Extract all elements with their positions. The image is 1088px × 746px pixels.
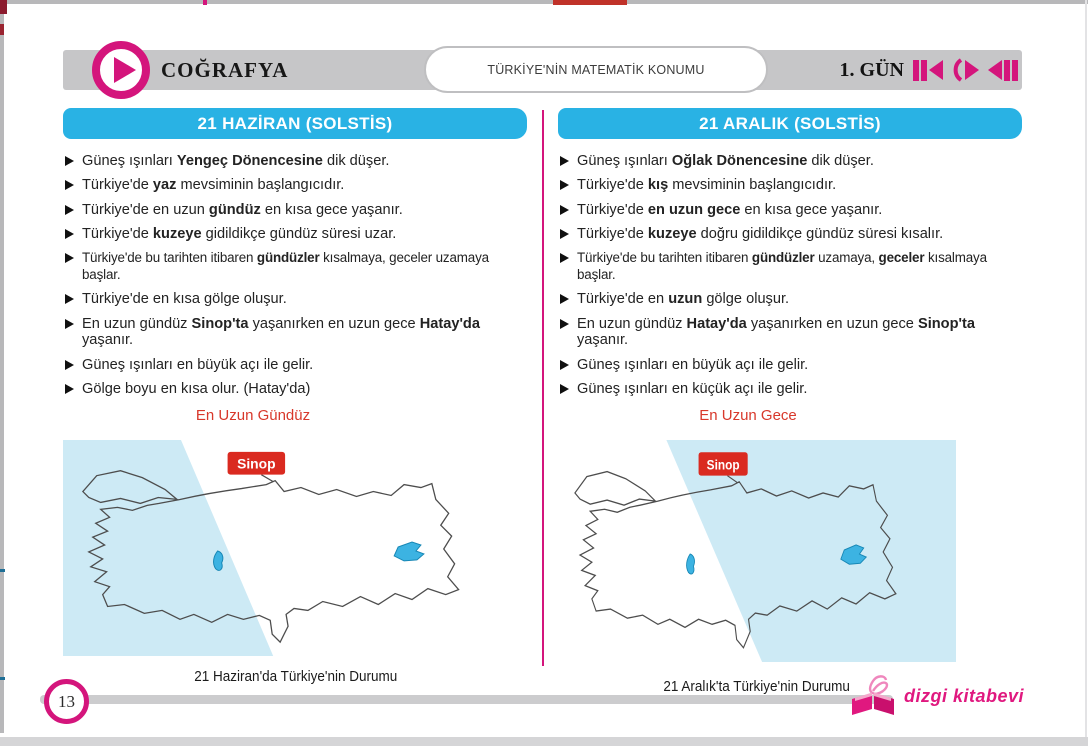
right-triangle-icon: [560, 253, 569, 263]
bullet-item: Türkiye'de bu tarihten itibaren gündüzler uzamaya, geceler kısalmaya başlar.: [560, 250, 1022, 284]
bullet-item: Türkiye'de en kısa gölge oluşur.: [65, 291, 527, 308]
bullet-item: Güneş ışınları Oğlak Dönencesine dik düşer.: [560, 153, 1022, 170]
scan-edge-top: [0, 0, 1088, 4]
page-number: 13: [58, 691, 75, 711]
scan-edge-maroon-mark: [0, 0, 7, 14]
skip-end-icon: [988, 60, 1018, 81]
turkey-map: [63, 440, 529, 656]
right-triangle-icon: [560, 360, 569, 370]
page-number-badge: [44, 679, 89, 724]
scan-edge-red-mark: [553, 0, 627, 5]
play-circle-icon: [92, 41, 150, 99]
section-header: 21 ARALIK (SOLSTİS): [558, 108, 1022, 139]
bullet-item: Gölge boyu en kısa olur. (Hatay'da): [65, 381, 527, 398]
right-triangle-icon: [65, 205, 74, 215]
map-caption: 21 Haziran'da Türkiye'nin Durumu: [194, 667, 398, 685]
bullet-item: Türkiye'de kuzeye doğru gidildikçe gündüz süresi kısalır.: [560, 226, 1022, 243]
right-triangle-icon: [65, 253, 74, 263]
sinop-label: [228, 452, 286, 475]
bullet-item: Türkiye'de en uzun gölge oluşur.: [560, 291, 1022, 308]
highlight-text: En Uzun Gece: [699, 406, 797, 424]
bullet-item: Güneş ışınları en büyük açı ile gelir.: [65, 357, 527, 374]
svg-text:Sinop: Sinop: [237, 455, 276, 472]
bullet-item: Güneş ışınları en büyük açı ile gelir.: [560, 357, 1022, 374]
right-triangle-icon: [65, 294, 74, 304]
column-21-haziran: [63, 108, 527, 685]
right-triangle-icon: [560, 294, 569, 304]
scan-edge-bottom: [0, 737, 1088, 746]
turkey-map-svg: [558, 440, 956, 662]
right-triangle-icon: [65, 180, 74, 190]
publisher-name: dizgi kitabevi: [903, 685, 1024, 706]
right-triangle-icon: [65, 384, 74, 394]
right-triangle-icon: [560, 156, 569, 166]
turkey-map-svg: [63, 440, 529, 656]
bullet-item: En uzun gündüz Hatay'da yaşanırken en uzun gece Sinop'ta yaşanır.: [560, 316, 1022, 350]
footer-rule: [40, 695, 893, 704]
play-sound-icon: [952, 58, 979, 82]
bullet-item: Türkiye'de kuzeye gidildikçe gündüz süresi uzar.: [65, 226, 527, 243]
right-triangle-icon: [560, 205, 569, 215]
sinop-label: [699, 452, 748, 475]
right-triangle-icon: [65, 360, 74, 370]
bullet-item: Türkiye'de en uzun gece en kısa gece yaşanır.: [560, 202, 1022, 219]
label-pointer-line: [261, 474, 273, 481]
publisher-logo: [848, 671, 1024, 721]
bullet-item: Türkiye'de en uzun gündüz en kısa gece yaşanır.: [65, 202, 527, 219]
scan-edge-teal-mark: [0, 569, 5, 572]
map-caption: 21 Aralık'ta Türkiye'nin Durumu: [663, 677, 851, 695]
bullet-item: Güneş ışınları en küçük açı ile gelir.: [560, 381, 1022, 398]
scan-edge-teal-mark: [0, 677, 5, 680]
right-triangle-icon: [65, 319, 74, 329]
column-21-aralik: [558, 108, 1022, 695]
turkey-map: [558, 440, 956, 662]
bullet-item: Türkiye'de kış mevsiminin başlangıcıdır.: [560, 177, 1022, 194]
day-label: 1. GÜN: [839, 58, 904, 81]
lake-van-shape: [394, 542, 424, 561]
highlight-text: En Uzun Gündüz: [195, 406, 311, 424]
bullet-list: [560, 153, 1022, 398]
right-triangle-icon: [65, 156, 74, 166]
right-triangle-icon: [560, 384, 569, 394]
bullet-item: En uzun gündüz Sinop'ta yaşanırken en uzun gece Hatay'da yaşanır.: [65, 316, 527, 350]
bullet-item: Türkiye'de yaz mevsiminin başlangıcıdır.: [65, 177, 527, 194]
topic-pill: TÜRKİYE'NİN MATEMATİK KONUMU: [424, 46, 768, 93]
day-indicator: [840, 50, 1018, 90]
thrace-outline: [575, 471, 655, 505]
column-divider: [542, 110, 544, 666]
scan-edge-pink-mark: [203, 0, 207, 5]
skip-back-icon: [913, 60, 943, 81]
scan-edge-maroon-mark: [0, 24, 4, 35]
open-book-icon: [848, 671, 898, 721]
svg-text:Sinop: Sinop: [706, 456, 740, 473]
lake-tuz-shape: [687, 554, 695, 574]
bullet-list: [65, 153, 527, 398]
bullet-item: Güneş ışınları Yengeç Dönencesine dik düşer.: [65, 153, 527, 170]
play-triangle-icon: [114, 57, 136, 83]
right-triangle-icon: [560, 319, 569, 329]
section-header: 21 HAZİRAN (SOLSTİS): [63, 108, 527, 139]
right-triangle-icon: [560, 180, 569, 190]
bullet-item: Türkiye'de bu tarihten itibaren gündüzler kısalmaya, geceler uzamaya başlar.: [65, 250, 527, 284]
scan-edge-left: [0, 0, 4, 733]
subject-title: COĞRAFYA: [161, 57, 289, 82]
right-triangle-icon: [65, 229, 74, 239]
scan-edge-right: [1085, 0, 1087, 737]
right-triangle-icon: [560, 229, 569, 239]
